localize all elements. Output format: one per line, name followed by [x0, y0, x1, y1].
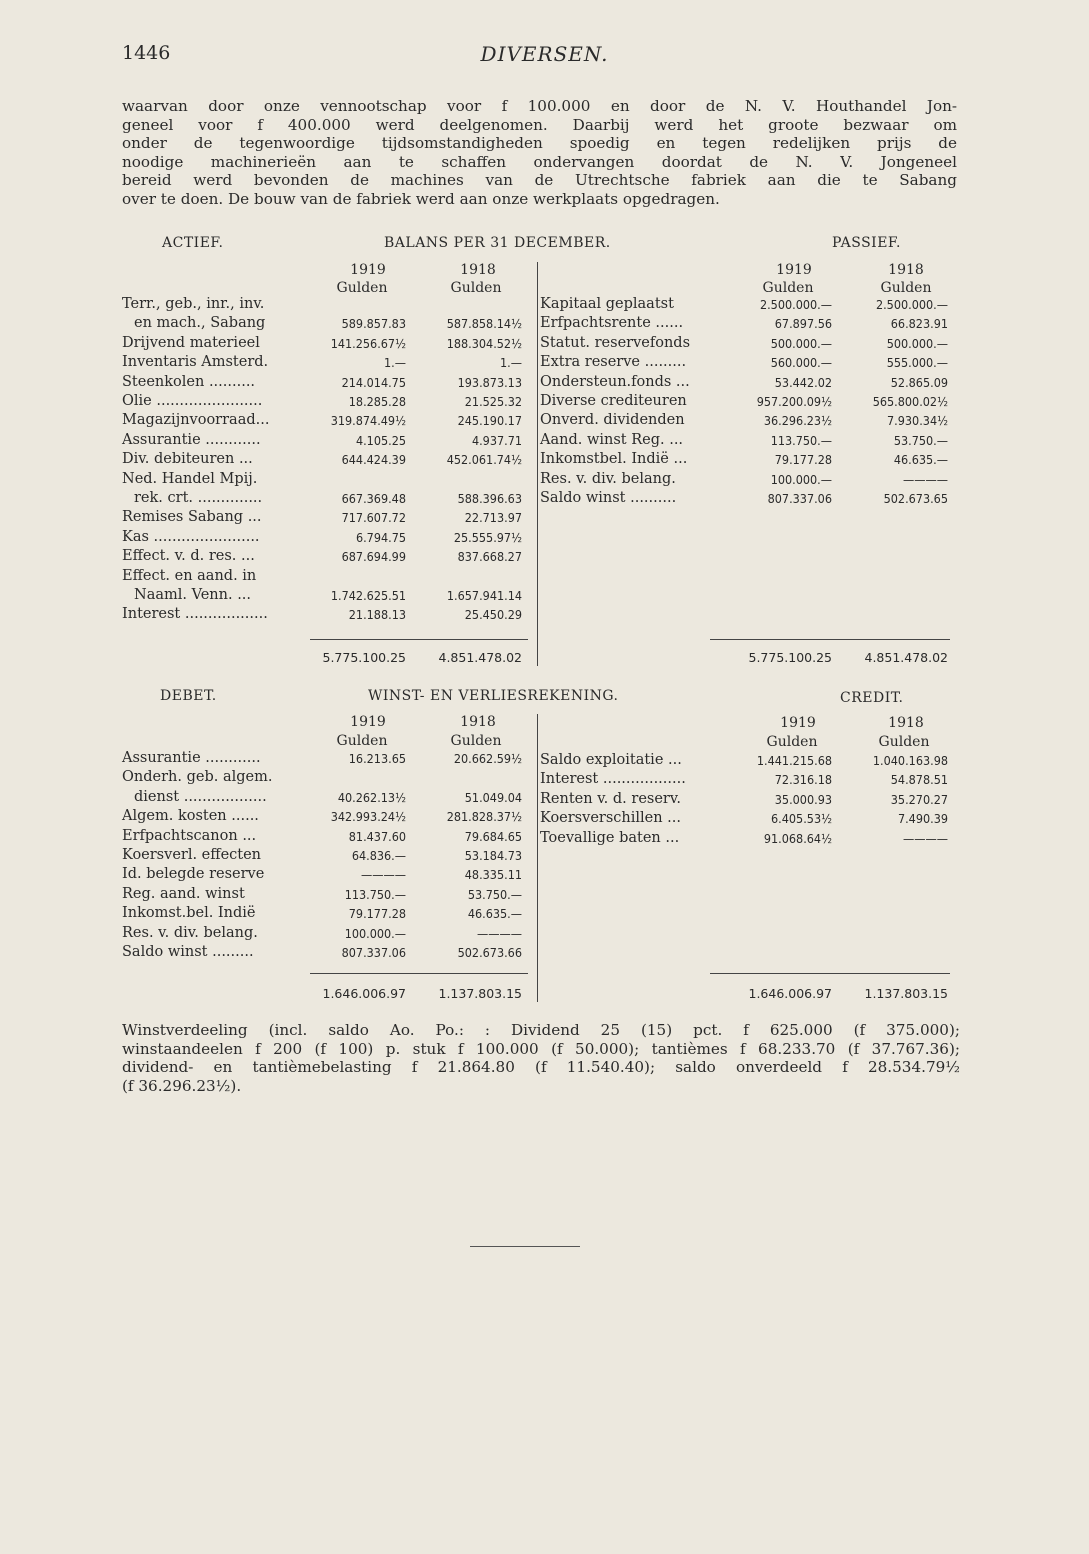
row-label: Inventaris Amsterd.: [122, 354, 269, 371]
profit-distribution-paragraph: [122, 1021, 960, 1095]
page-title: DIVERSEN.: [480, 42, 609, 66]
value-cell: 113.750.—: [770, 432, 832, 448]
value-cell: 53.750.—: [467, 886, 522, 902]
balance-title: BALANS PER 31 DECEMBER.: [384, 235, 611, 251]
row-label: Drijvend materieel: [122, 334, 260, 351]
value-cell: 100.000.—: [344, 925, 406, 941]
unit-label: Gulden: [336, 280, 388, 296]
value-cell: 588.396.63: [457, 491, 522, 506]
value-cell: 21.188.13: [348, 607, 406, 623]
row-label: Onderh. geb. algem.: [122, 769, 273, 786]
unit-label: Gulden: [450, 733, 502, 749]
text-line: geneel voor f 400.000 werd deelgenomen. Daarbij werd het groote bezwaar om: [122, 115, 957, 134]
total-value: 1.137.803.15: [438, 986, 522, 1001]
pl-title: WINST- EN VERLIESREKENING.: [368, 688, 619, 704]
row-label: Koersverl. effecten: [122, 847, 262, 863]
value-cell: 72.316.18: [774, 772, 832, 788]
text-line: dividend- en tantièmebelasting f 21.864.80 (f 11.540.40); saldo onverdeeld f 28.534.79½: [122, 1058, 960, 1077]
row-label: Assurantie ............: [122, 431, 261, 448]
value-cell: 79.177.28: [774, 452, 832, 468]
text-line: bereid werd bevonden de machines van de Utrechtsche fabriek aan die te Sabang: [122, 171, 957, 190]
row-label: Erfpachtscanon ...: [122, 827, 257, 844]
value-cell: 79.684.65: [464, 828, 522, 844]
value-cell: 957.200.09½: [756, 394, 832, 409]
row-label: Magazijnvoorraad...: [122, 412, 270, 429]
value-cell: 1.657.941.14: [446, 588, 522, 603]
value-cell: 565.800.02½: [872, 394, 948, 409]
row-label: Naaml. Venn. ...: [134, 587, 252, 603]
row-label: Assurantie ............: [122, 750, 261, 766]
value-cell: 319.874.49½: [330, 413, 406, 429]
value-cell: 53.750.—: [893, 432, 948, 448]
row-label: dienst ..................: [134, 788, 267, 805]
value-cell: 560.000.—: [770, 355, 832, 371]
value-cell: 6.405.53½: [771, 811, 832, 827]
total-value: 4.851.478.02: [864, 650, 948, 665]
value-cell: 589.857.83: [341, 316, 406, 332]
row-label: Diverse crediteuren: [540, 393, 687, 409]
value-cell: ————: [477, 925, 522, 941]
value-cell: 18.285.28: [348, 394, 406, 409]
value-cell: 1.—: [384, 355, 406, 371]
value-cell: 587.858.14½: [446, 316, 522, 332]
unit-label: Gulden: [878, 734, 930, 750]
year-label: 1918: [460, 262, 496, 278]
total-value: 5.775.100.25: [322, 650, 406, 665]
value-cell: 35.000.93: [774, 791, 832, 807]
text-line: waarvan door onze vennootschap voor f 100.000 en door de N. V. Houthandel Jon-: [122, 97, 957, 115]
row-label: Kapitaal geplaatst: [540, 296, 674, 312]
value-cell: 79.177.28: [348, 906, 406, 922]
text-line: onder de tegenwoordige tijdsomstandigheden spoedig en tegen redelijken prijs de: [122, 134, 957, 153]
value-cell: 7.490.39: [897, 811, 948, 827]
row-label: rek. crt. ..............: [134, 490, 263, 506]
row-label: Terr., geb., inr., inv.: [122, 296, 265, 312]
debet-heading: DEBET.: [160, 688, 217, 704]
total-rule: [710, 973, 950, 974]
value-cell: 52.865.09: [890, 374, 948, 390]
value-cell: 6.794.75: [355, 529, 406, 545]
row-label: Res. v. div. belang.: [540, 470, 676, 487]
year-label: 1918: [888, 715, 924, 731]
row-label: Remises Sabang ...: [122, 509, 262, 526]
total-value: 1.646.006.97: [748, 986, 832, 1001]
year-label: 1919: [780, 715, 816, 731]
column-divider: [537, 262, 538, 666]
value-cell: 188.304.52½: [446, 335, 522, 351]
value-cell: ————: [903, 830, 948, 846]
page-number: 1446: [122, 42, 171, 64]
unit-label: Gulden: [336, 733, 388, 749]
row-label: Extra reserve .........: [540, 354, 687, 371]
value-cell: 67.897.56: [774, 316, 832, 332]
row-label: Inkomstbel. Indië ...: [540, 451, 688, 468]
row-label: Effect. v. d. res. ...: [122, 548, 255, 565]
row-label: Erfpachtsrente ......: [540, 315, 684, 332]
value-cell: 667.369.48: [341, 491, 406, 506]
row-label: Saldo winst .........: [122, 944, 254, 960]
row-label: Onverd. dividenden: [540, 412, 685, 429]
row-label: Interest ..................: [122, 606, 268, 623]
row-label: Olie .......................: [122, 393, 263, 409]
value-cell: 687.694.99: [341, 549, 406, 565]
unit-label: Gulden: [762, 280, 814, 296]
value-cell: 48.335.11: [464, 867, 522, 883]
value-cell: 502.673.65: [883, 491, 948, 506]
value-cell: 53.184.73: [464, 848, 522, 863]
row-label: en mach., Sabang: [134, 315, 266, 332]
year-label: 1918: [888, 262, 924, 278]
row-label: Aand. winst Reg. ...: [540, 431, 684, 448]
value-cell: 51.049.04: [464, 789, 522, 805]
value-cell: 20.662.59½: [453, 751, 522, 766]
value-cell: ————: [903, 471, 948, 487]
row-label: Steenkolen ..........: [122, 373, 256, 390]
row-label: Inkomst.bel. Indië: [122, 905, 256, 922]
total-rule: [310, 973, 528, 974]
value-cell: 113.750.—: [344, 886, 406, 902]
text-line: noodige machinerieën aan te schaffen ondervangen doordat de N. V. Jongeneel: [122, 152, 957, 171]
value-cell: 807.337.06: [341, 945, 406, 960]
year-label: 1919: [350, 262, 386, 278]
total-value: 5.775.100.25: [748, 650, 832, 665]
total-rule: [710, 639, 950, 640]
total-value: 4.851.478.02: [438, 650, 522, 665]
row-label: Div. debiteuren ...: [122, 451, 253, 468]
value-cell: 141.256.67½: [330, 335, 406, 351]
value-cell: 1.040.163.98: [872, 753, 948, 768]
column-divider: [537, 714, 538, 1002]
row-label: Renten v. d. reserv.: [540, 790, 681, 807]
value-cell: 500.000.—: [770, 335, 832, 351]
row-label: Reg. aand. winst: [122, 885, 245, 902]
value-cell: 500.000.—: [886, 335, 948, 351]
value-cell: 4.105.25: [355, 432, 406, 448]
row-label: Effect. en aand. in: [122, 567, 257, 584]
value-cell: 54.878.51: [890, 772, 948, 788]
intro-paragraph: [122, 97, 957, 209]
value-cell: 1.441.215.68: [756, 753, 832, 768]
year-label: 1918: [460, 714, 496, 730]
value-cell: ————: [361, 867, 406, 883]
value-cell: 1.—: [500, 355, 522, 371]
value-cell: 35.270.27: [890, 791, 948, 807]
value-cell: 7.930.34½: [887, 413, 948, 429]
value-cell: 837.668.27: [457, 549, 522, 565]
end-rule: [470, 1246, 580, 1247]
value-cell: 36.296.23½: [763, 413, 832, 429]
row-label: Saldo winst ..........: [540, 490, 677, 506]
text-line: Winstverdeeling (incl. saldo Ao. Po.: : Dividend 25 (15) pct. f 625.000 (f 375.000);: [122, 1021, 960, 1039]
value-cell: 91.068.64½: [763, 830, 832, 846]
total-value: 1.646.006.97: [322, 986, 406, 1001]
row-label: Kas .......................: [122, 528, 260, 545]
value-cell: 281.828.37½: [446, 809, 522, 825]
value-cell: 81.437.60: [348, 828, 406, 844]
value-cell: 245.190.17: [457, 413, 522, 429]
row-label: Id. belegde reserve: [122, 866, 265, 883]
value-cell: 717.607.72: [341, 510, 406, 526]
value-cell: 502.673.66: [457, 945, 522, 960]
row-label: Ondersteun.fonds ...: [540, 373, 690, 390]
credit-heading: CREDIT.: [840, 690, 904, 706]
year-label: 1919: [776, 262, 812, 278]
row-label: Interest ..................: [540, 771, 686, 788]
row-label: Ned. Handel Mpij.: [122, 470, 258, 487]
row-label: Saldo exploitatie ...: [540, 752, 682, 768]
value-cell: 807.337.06: [767, 491, 832, 506]
actief-heading: ACTIEF.: [162, 235, 224, 251]
unit-label: Gulden: [450, 280, 502, 296]
value-cell: 100.000.—: [770, 471, 832, 487]
unit-label: Gulden: [766, 734, 818, 750]
text-line: (f 36.296.23½).: [122, 1076, 242, 1095]
value-cell: 214.014.75: [341, 374, 406, 390]
value-cell: 16.213.65: [348, 751, 406, 766]
value-cell: 4.937.71: [471, 432, 522, 448]
row-label: Koersverschillen ...: [540, 810, 681, 827]
value-cell: 342.993.24½: [330, 809, 406, 825]
value-cell: 53.442.02: [774, 374, 832, 390]
value-cell: 555.000.—: [886, 355, 948, 371]
value-cell: 21.525.32: [464, 394, 522, 409]
value-cell: 644.424.39: [341, 452, 406, 468]
text-line: over te doen. De bouw van de fabriek werd aan onze werkplaats opgedragen.: [122, 189, 720, 208]
value-cell: 2.500.000.—: [875, 297, 948, 312]
value-cell: 452.061.74½: [446, 452, 522, 468]
value-cell: 25.450.29: [464, 607, 522, 623]
unit-label: Gulden: [880, 280, 932, 296]
value-cell: 22.713.97: [464, 510, 522, 526]
row-label: Res. v. div. belang.: [122, 924, 258, 941]
value-cell: 40.262.13½: [337, 789, 406, 805]
value-cell: 46.635.—: [893, 452, 948, 468]
row-label: Statut. reservefonds: [540, 334, 691, 351]
total-rule: [310, 639, 528, 640]
text-line: winstaandeelen f 200 (f 100) p. stuk f 100.000 (f 50.000); tantièmes f 68.233.70 (f 37.767.36);: [122, 1039, 960, 1058]
total-value: 1.137.803.15: [864, 986, 948, 1001]
value-cell: 2.500.000.—: [759, 297, 832, 312]
value-cell: 1.742.625.51: [330, 588, 406, 603]
value-cell: 193.873.13: [457, 374, 522, 390]
value-cell: 64.836.—: [351, 848, 406, 863]
passief-heading: PASSIEF.: [832, 235, 901, 251]
value-cell: 46.635.—: [467, 906, 522, 922]
row-label: Algem. kosten ......: [122, 808, 259, 825]
value-cell: 25.555.97½: [453, 529, 522, 545]
value-cell: 66.823.91: [890, 316, 948, 332]
row-label: Toevallige baten ...: [540, 829, 680, 846]
year-label: 1919: [350, 714, 386, 730]
